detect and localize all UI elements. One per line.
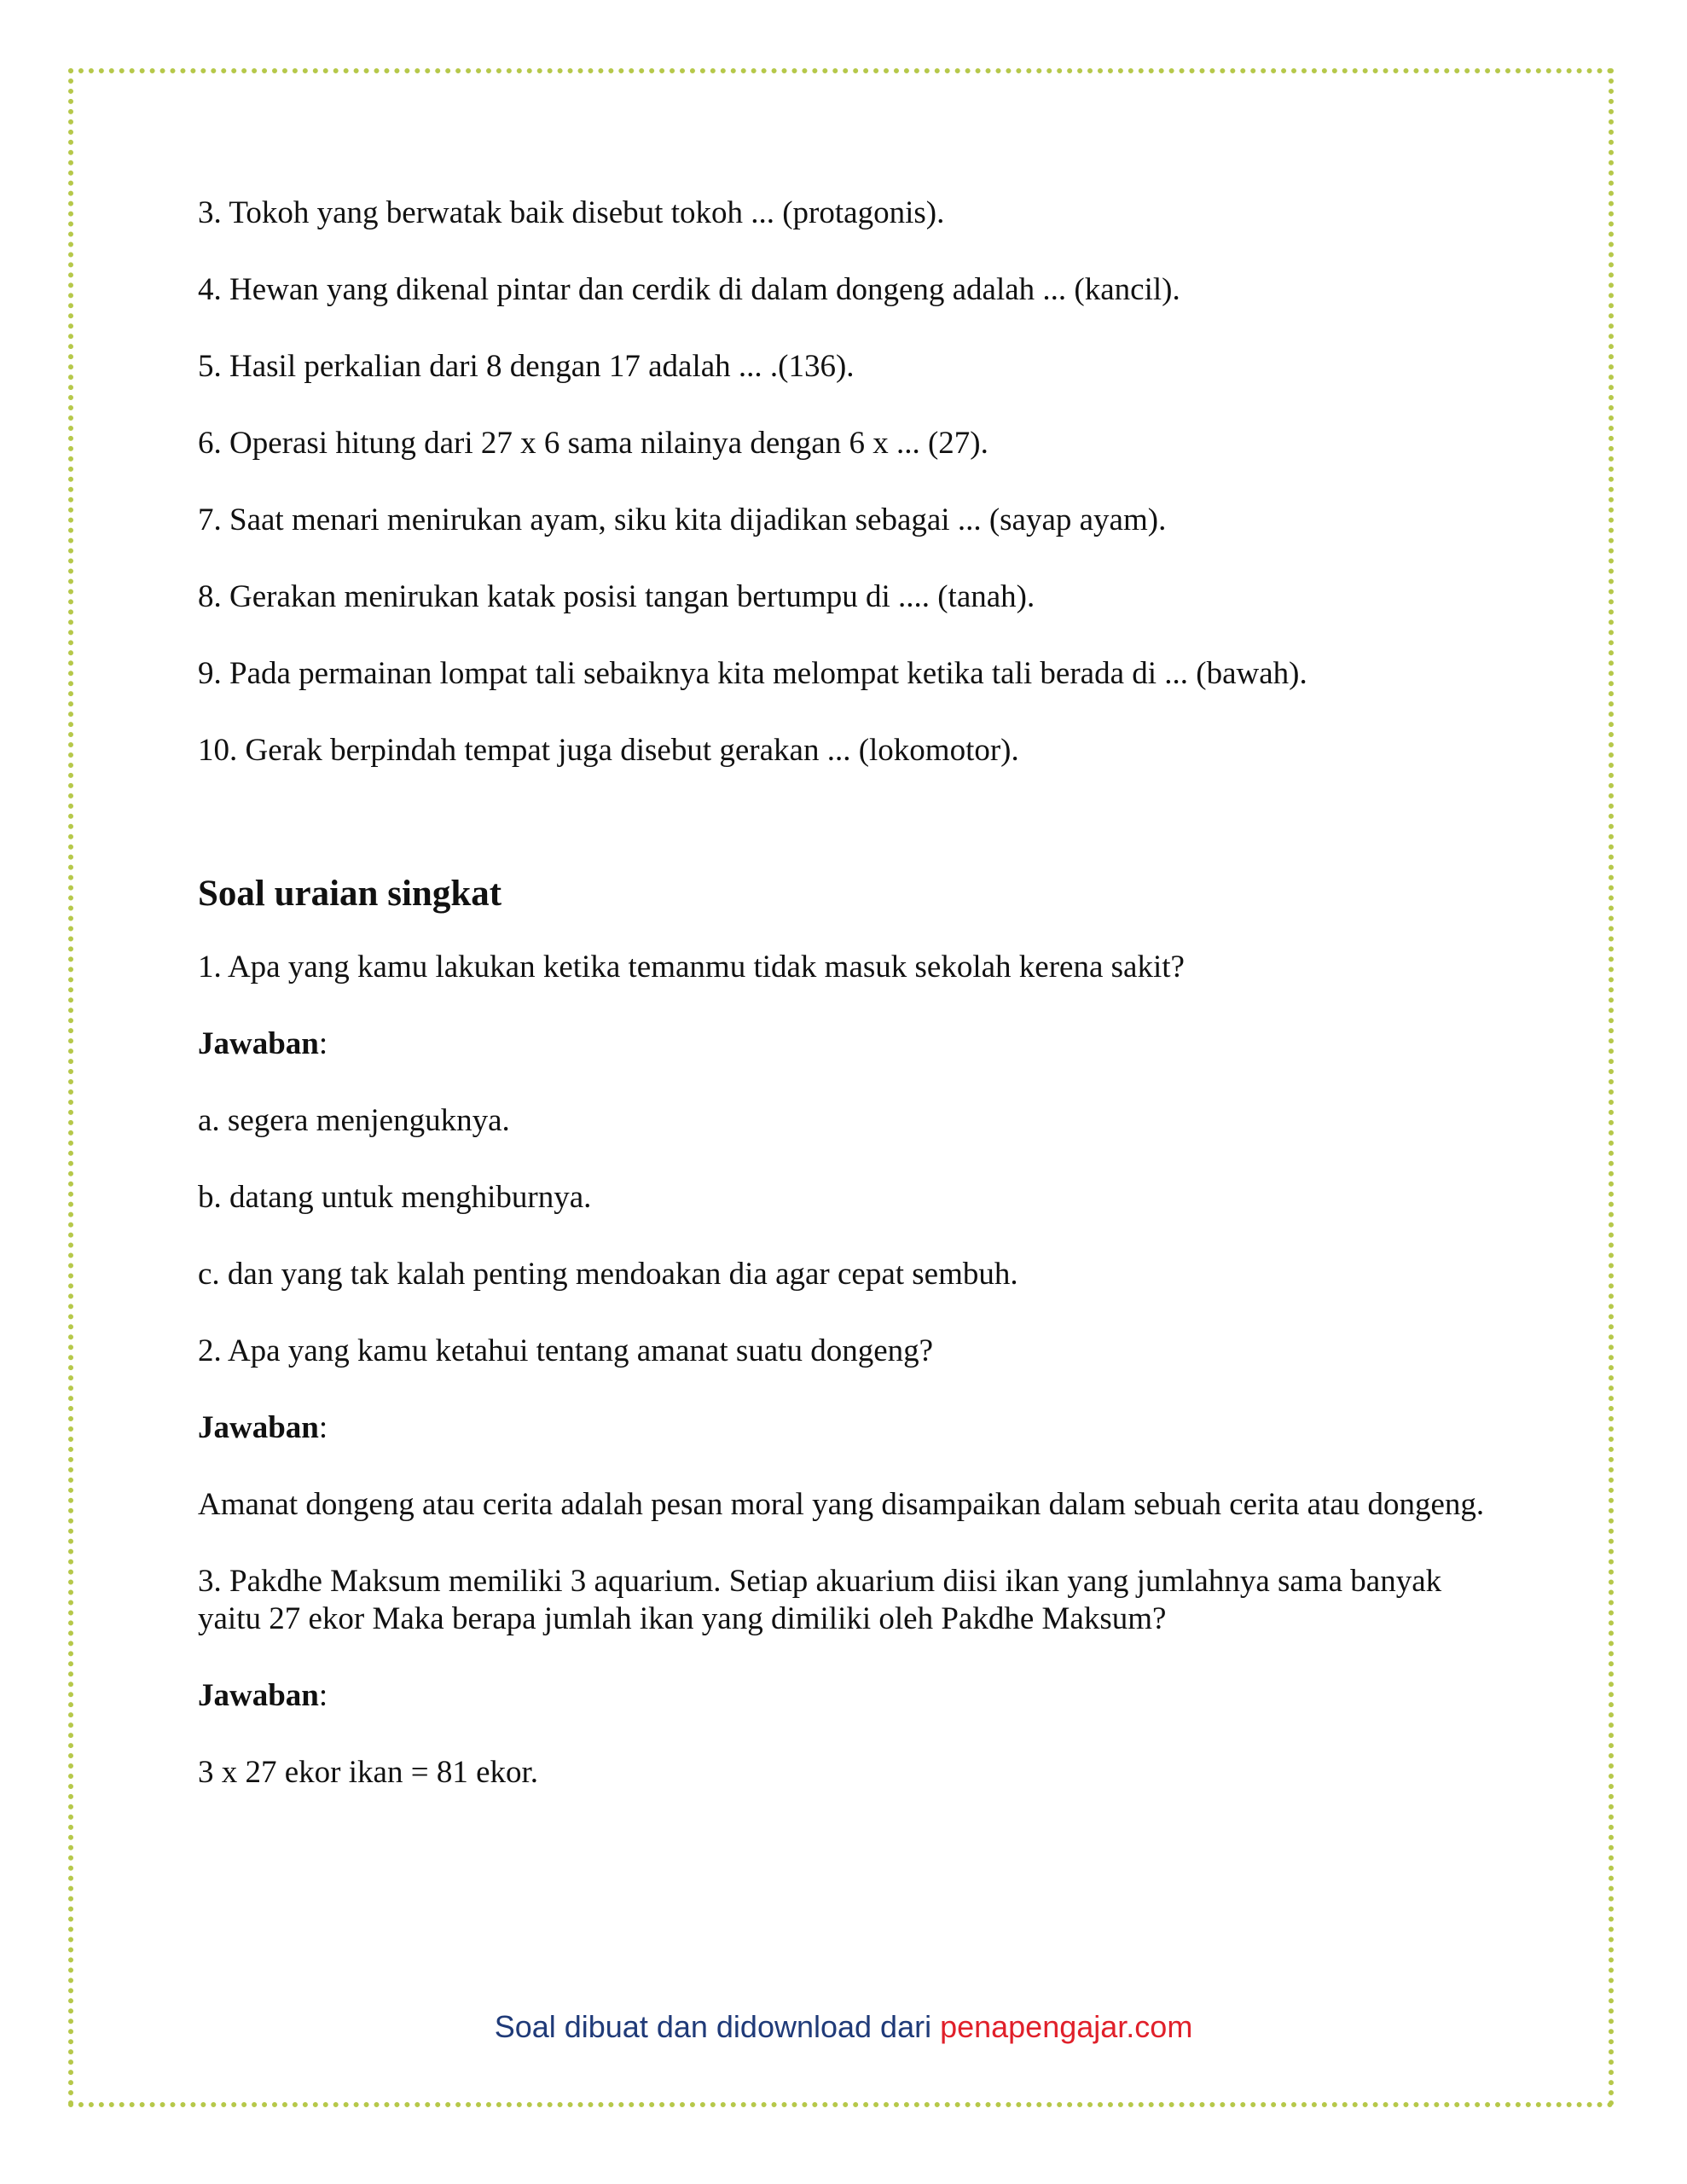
answer-label-colon: : <box>318 1678 328 1713</box>
answer-2: Amanat dongeng atau cerita adalah pesan moral yang disampaikan dalam sebuah cerita atau dongeng. <box>198 1487 1485 1522</box>
footer-prefix: Soal dibuat dan didownload dari <box>494 2009 941 2044</box>
fill-answer-10: 10. Gerak berpindah tempat juga disebut gerakan ... (lokomotor). <box>198 733 1019 768</box>
answer-1c: c. dan yang tak kalah penting mendoakan dia agar cepat sembuh. <box>198 1257 1018 1292</box>
answer-label-colon: : <box>318 1026 328 1061</box>
answer-label-text: Jawaban <box>198 1026 319 1061</box>
fill-answer-7: 7. Saat menari menirukan ayam, siku kita dijadikan sebagai ... (sayap ayam). <box>198 502 1167 537</box>
answer-label-text: Jawaban <box>198 1410 319 1445</box>
fill-answer-4: 4. Hewan yang dikenal pintar dan cerdik di dalam dongeng adalah ... (kancil). <box>198 272 1180 307</box>
answer-label-2 <box>198 1409 1511 1447</box>
fill-answer-9: 9. Pada permainan lompat tali sebaiknya kita melompat ketika tali berada di ... (bawah). <box>198 656 1307 691</box>
question-1: 1. Apa yang kamu lakukan ketika temanmu tidak masuk sekolah kerena sakit? <box>198 950 1185 985</box>
fill-answer-5: 5. Hasil perkalian dari 8 dengan 17 adalah ... .(136). <box>198 349 855 384</box>
answer-label-3 <box>198 1677 1511 1715</box>
answer-label-text: Jawaban <box>198 1678 319 1713</box>
answer-3: 3 x 27 ekor ikan = 81 ekor. <box>198 1755 539 1790</box>
fill-answer-3: 3. Tokoh yang berwatak baik disebut tokoh ... (protagonis). <box>198 195 945 230</box>
footer-site-link[interactable]: penapengajar.com <box>940 2009 1193 2044</box>
fill-answer-6: 6. Operasi hitung dari 27 x 6 sama nilainya dengan 6 x ... (27). <box>198 426 988 461</box>
answer-label-1 <box>198 1025 1511 1063</box>
answer-label-colon: : <box>318 1410 328 1445</box>
fill-answer-8: 8. Gerakan menirukan katak posisi tangan bertumpu di .... (tanah). <box>198 579 1035 614</box>
answer-1b: b. datang untuk menghiburnya. <box>198 1180 592 1215</box>
question-2: 2. Apa yang kamu ketahui tentang amanat suatu dongeng? <box>198 1333 934 1368</box>
document-content <box>198 195 1511 1831</box>
section-title: Soal uraian singkat <box>198 874 502 914</box>
footer-credit <box>0 2008 1687 2046</box>
question-3: 3. Pakdhe Maksum memiliki 3 aquarium. Setiap akuarium diisi ikan yang jumlahnya sama banyak yaitu 27 ekor Maka berapa jumlah ikan yang dimiliki oleh Pakdhe Maksum? <box>198 1564 1442 1636</box>
answer-1a: a. segera menjenguknya. <box>198 1103 510 1138</box>
